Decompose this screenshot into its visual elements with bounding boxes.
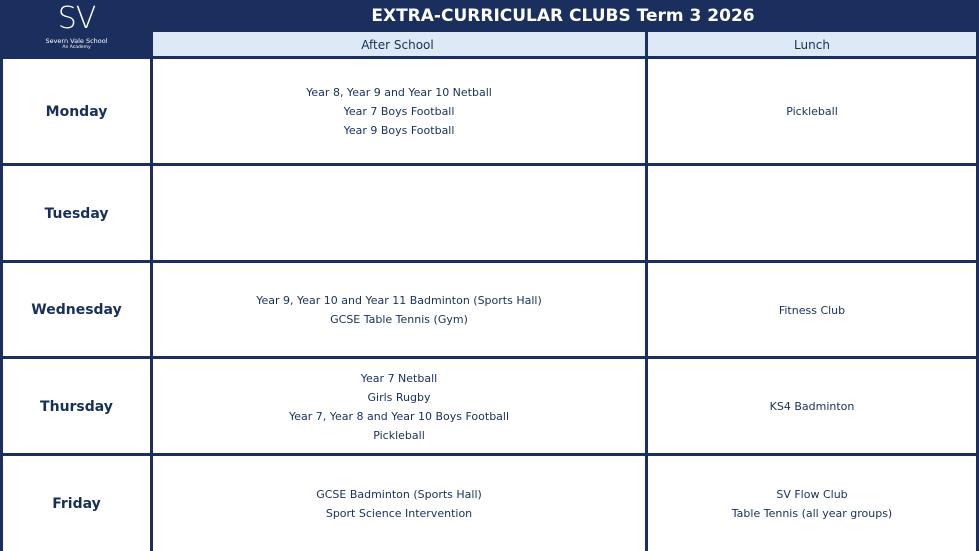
club-entry: Fitness Club [778, 303, 846, 317]
logo-mark: SV [57, 1, 96, 36]
page-title: EXTRA-CURRICULAR CLUBS Term 3 2026 [150, 0, 976, 32]
after-school-cell-friday [153, 456, 645, 551]
after-school-cell-wednesday [153, 263, 645, 357]
after-school-cell-tuesday [153, 166, 645, 261]
day-label-monday: Monday [45, 103, 108, 120]
club-entry: Year 9, Year 10 and Year 11 Badminton (Sports Hall) [256, 294, 542, 307]
after-school-cell-thursday [153, 359, 645, 454]
school-logo [3, 0, 150, 59]
club-entry: KS4 Badminton [769, 400, 855, 413]
club-entry: GCSE Table Tennis (Gym) [330, 313, 468, 326]
day-label-wednesday: Wednesday [31, 302, 122, 318]
day-label-thursday: Thursday [40, 398, 113, 415]
club-entry: GCSE Badminton (Sports Hall) [316, 487, 482, 501]
lunch-school-cell-monday [648, 59, 976, 164]
column-header-lunch: Lunch [648, 32, 976, 59]
logo-subtitle: An Academy [62, 45, 91, 50]
club-entry: Year 7 Netball [360, 371, 438, 385]
lunch-school-cell-friday [648, 456, 976, 551]
club-entry: Table Tennis (all year groups) [731, 506, 893, 520]
club-entry: Girls Rugby [367, 390, 431, 404]
lunch-school-cell-thursday [648, 359, 976, 454]
lunch-school-cell-wednesday [648, 263, 976, 357]
club-entry: Pickleball [786, 105, 838, 118]
logo-school-name: Severn Vale School [45, 37, 108, 45]
lunch-school-cell-tuesday [648, 166, 976, 261]
day-label-tuesday: Tuesday [44, 205, 109, 222]
club-entry: Year 7 Boys Football [343, 105, 455, 118]
club-entry: Sport Science Intervention [325, 506, 473, 520]
after-school-cell-monday [153, 59, 645, 164]
club-entry: Year 9 Boys Football [343, 124, 455, 137]
day-label-friday: Friday [52, 495, 101, 512]
column-header-after-school: After School [150, 32, 645, 59]
club-entry: Year 8, Year 9 and Year 10 Netball [306, 86, 492, 99]
club-entry: SV Flow Club [776, 487, 848, 501]
club-entry: Pickleball [373, 428, 425, 442]
club-entry: Year 7, Year 8 and Year 10 Boys Football [288, 409, 510, 423]
